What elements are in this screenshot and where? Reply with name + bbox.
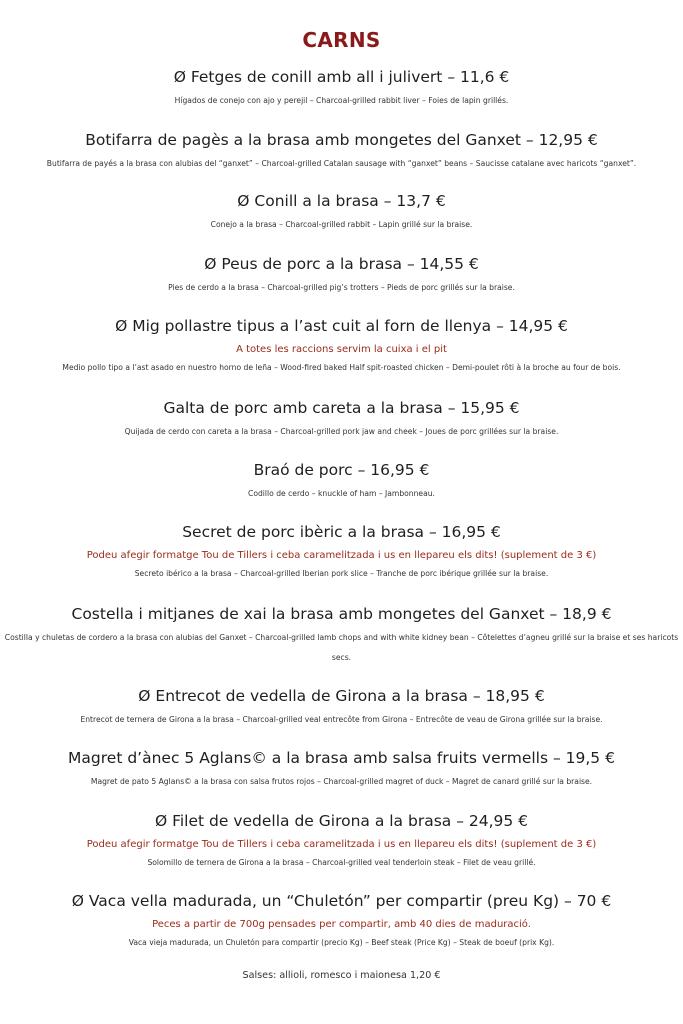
- menu-item-entrecot: [0, 686, 683, 730]
- item-description: Solomillo de ternera de Girona a la brasa – Charcoal-grilled veal tenderloin steak – Filet de veau grillé.: [147, 858, 536, 867]
- menu-item-pig-trotters: [0, 254, 683, 298]
- item-title: Ø Entrecot de vedella de Girona a la brasa – 18,95 €: [138, 687, 545, 705]
- item-description: Conejo a la brasa – Charcoal-grilled rabbit – Lapin grillé sur la braise.: [210, 220, 473, 229]
- menu-item-duck-magret: [0, 748, 683, 792]
- menu-item-pork-jaw: [0, 398, 683, 442]
- menu-item-veal-filet: [0, 811, 683, 873]
- item-title: Ø Vaca vella madurada, un “Chuletón” per compartir (preu Kg) – 70 €: [71, 892, 612, 910]
- item-description: Hígados de conejo con ajo y perejil – Charcoal-grilled rabbit liver – Foies de lapin grillés.: [174, 96, 509, 105]
- menu-item-botifarra: [0, 130, 683, 174]
- section-heading: CARNS: [302, 28, 381, 52]
- menu-item-chuleton: [0, 891, 683, 953]
- menu-item-rabbit-liver: [0, 67, 683, 111]
- item-description: Secreto ibérico a la brasa – Charcoal-grilled Iberian pork slice – Tranche de porc ibérique grillée sur la braise.: [134, 569, 549, 578]
- menu-item-secret-iberic: [0, 522, 683, 584]
- item-title: Botifarra de pagès a la brasa amb mongetes del Ganxet – 12,95 €: [85, 131, 598, 149]
- item-description: Butifarra de payés a la brasa con alubias del “ganxet” – Charcoal-grilled Catalan sausage with “ganxet” beans – Saucisse catalane avec haricots “ganxet”.: [46, 159, 637, 168]
- item-title: Ø Peus de porc a la brasa – 14,55 €: [204, 255, 479, 273]
- item-note: Peces a partir de 700g pensades per compartir, amb 40 dies de maduració.: [152, 919, 531, 930]
- menu-item-ham-knuckle: [0, 460, 683, 504]
- menu-item-half-chicken: [0, 316, 683, 378]
- item-description: Medio pollo tipo a l’ast asado en nuestro horno de leña – Wood-fired baked Half spit-roasted chicken – Demi-poulet rôti à la broche au four de bois.: [62, 363, 621, 372]
- item-note: Podeu afegir formatge Tou de Tillers i ceba caramelitzada i us en llepareu els dits! (suplement de 3 €): [86, 550, 597, 561]
- item-description: Costilla y chuletas de cordero a la brasa con alubias del Ganxet – Charcoal-grilled lamb chops and with white kidney bean – Côtelettes d’agneu grillé sur la braise et ses haricots secs.: [4, 633, 679, 662]
- item-note: A totes les raccions servim la cuixa i el pit: [236, 344, 447, 355]
- item-description: Magret de pato 5 Aglans© a la brasa con salsa frutos rojos – Charcoal-grilled magret of duck – Magret de canard grillé sur la braise.: [90, 777, 593, 786]
- menu-item-lamb-chops: [0, 604, 683, 668]
- item-description: Pies de cerdo a la brasa – Charcoal-grilled pig’s trotters – Pieds de porc grillés sur la braise.: [168, 283, 515, 292]
- item-title: Ø Filet de vedella de Girona a la brasa – 24,95 €: [154, 812, 529, 830]
- sauces-note: Salses: allioli, romesco i maionesa 1,20 €: [242, 970, 441, 981]
- item-description: Entrecot de ternera de Girona a la brasa – Charcoal-grilled veal entrecôte from Girona – Entrecôte de veau de Girona grillée sur la braise.: [80, 715, 603, 724]
- item-description: Quijada de cerdo con careta a la brasa – Charcoal-grilled pork jaw and cheek – Joues de porc grillées sur la braise.: [124, 427, 559, 436]
- item-title: Costella i mitjanes de xai la brasa amb mongetes del Ganxet – 18,9 €: [71, 605, 612, 623]
- item-title: Secret de porc ibèric a la brasa – 16,95 €: [182, 523, 501, 541]
- item-note: Podeu afegir formatge Tou de Tillers i ceba caramelitzada i us en llepareu els dits! (suplement de 3 €): [86, 839, 597, 850]
- item-description: Vaca vieja madurada, un Chuletón para compartir (precio Kg) – Beef steak (Price Kg) – Steak de boeuf (prix Kg).: [128, 938, 555, 947]
- item-title: Ø Fetges de conill amb all i julivert – 11,6 €: [173, 68, 510, 86]
- item-description: Codillo de cerdo – knuckle of ham – Jambonneau.: [248, 489, 435, 498]
- item-title: Magret d’ànec 5 Aglans© a la brasa amb salsa fruits vermells – 19,5 €: [68, 749, 615, 767]
- item-title: Ø Mig pollastre tipus a l’ast cuit al forn de llenya – 14,95 €: [115, 317, 568, 335]
- item-title: Ø Conill a la brasa – 13,7 €: [237, 192, 446, 210]
- menu-item-rabbit: [0, 191, 683, 235]
- item-title: Galta de porc amb careta a la brasa – 15,95 €: [163, 399, 520, 417]
- item-title: Braó de porc – 16,95 €: [253, 461, 430, 479]
